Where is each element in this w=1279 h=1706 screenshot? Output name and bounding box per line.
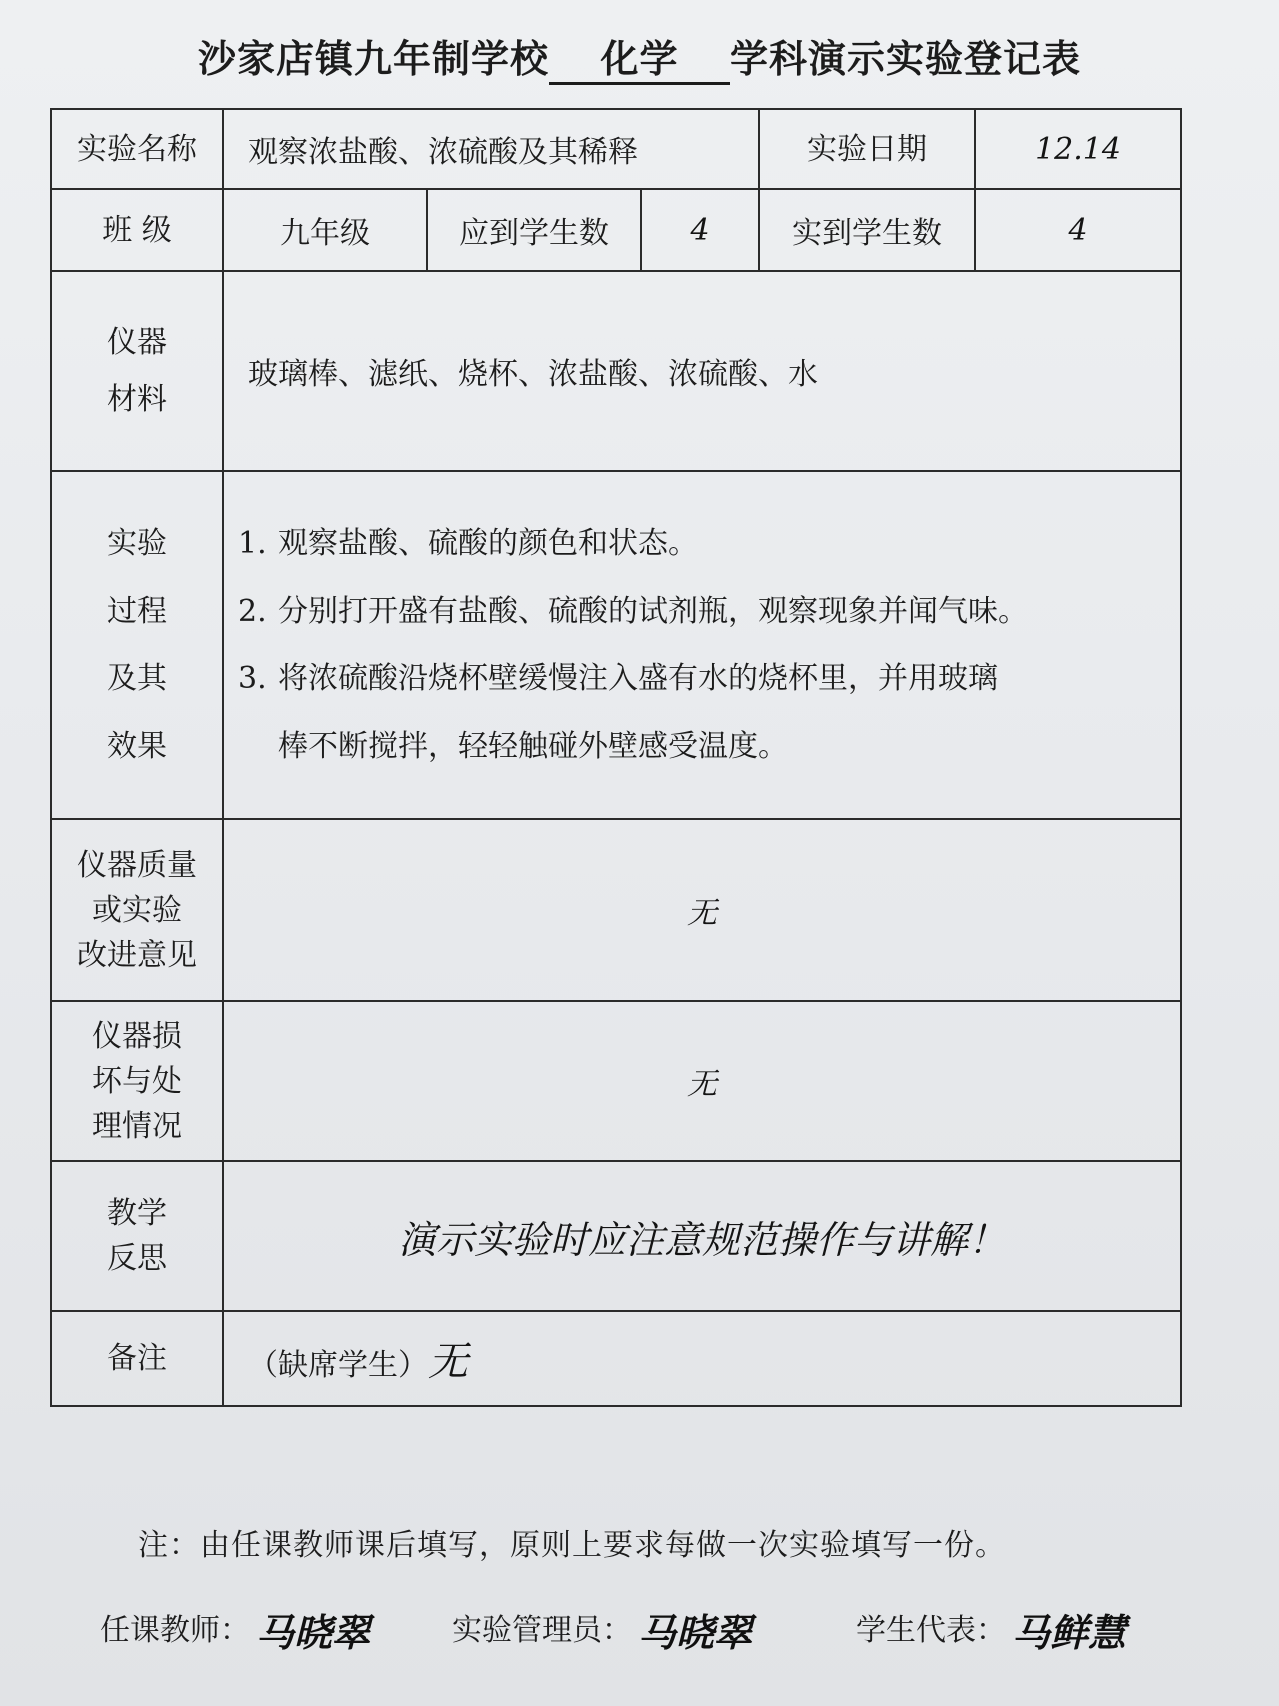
actual-students-value: 4 bbox=[975, 189, 1181, 271]
equipment-label-line: 仪器 bbox=[107, 325, 167, 360]
admin-label: 实验管理员： bbox=[452, 1613, 632, 1648]
student-rep-signature: 马鲜慧 bbox=[1012, 1611, 1127, 1655]
process-label-line: 效果 bbox=[107, 728, 167, 764]
equipment-value: 玻璃棒、滤纸、烧杯、浓盐酸、浓硫酸、水 bbox=[223, 271, 1181, 471]
row-process bbox=[51, 471, 1181, 819]
process-label-line: 及其 bbox=[107, 661, 167, 696]
damage-label-line: 坏与处 bbox=[92, 1063, 182, 1099]
row-quality bbox=[51, 819, 1181, 1001]
student-rep-label: 学生代表： bbox=[856, 1613, 1006, 1648]
row-reflection bbox=[51, 1161, 1181, 1311]
damage-label-line: 理情况 bbox=[92, 1108, 182, 1144]
reflection-label-line: 反思 bbox=[107, 1241, 167, 1276]
experiment-name-label: 实验名称 bbox=[51, 109, 223, 189]
title-prefix: 沙家店镇九年制学校 bbox=[197, 37, 549, 81]
process-step bbox=[238, 645, 1162, 713]
teacher-signature: 马晓翠 bbox=[256, 1611, 371, 1655]
step-text: 将浓硫酸沿烧杯壁缓慢注入盛有水的烧杯里，并用玻璃 bbox=[278, 661, 998, 696]
admin-signature: 马晓翠 bbox=[638, 1611, 753, 1655]
reflection-label bbox=[51, 1161, 223, 1311]
class-label: 班 级 bbox=[51, 189, 223, 271]
subject-field: 化学 bbox=[549, 36, 730, 85]
expected-students-value: 4 bbox=[641, 189, 759, 271]
process-steps bbox=[223, 471, 1181, 819]
expected-students-label: 应到学生数 bbox=[427, 189, 641, 271]
quality-label-line: 或实验 bbox=[92, 892, 182, 928]
remarks-label: 备注 bbox=[51, 1311, 223, 1406]
quality-label-line: 改进意见 bbox=[77, 937, 197, 973]
page-title bbox=[0, 28, 1279, 85]
experiment-register-table bbox=[50, 108, 1182, 1407]
remarks-value: 无 bbox=[428, 1339, 468, 1385]
row-remarks bbox=[51, 1311, 1181, 1406]
equipment-label-line: 材料 bbox=[107, 382, 167, 417]
process-label-line: 实验 bbox=[107, 526, 167, 561]
admin-signature-group bbox=[452, 1596, 753, 1655]
remarks-cell bbox=[223, 1311, 1181, 1406]
step-text: 分别打开盛有盐酸、硫酸的试剂瓶，观察现象并闻气味。 bbox=[278, 593, 1028, 629]
process-step bbox=[238, 510, 1162, 578]
row-damage bbox=[51, 1001, 1181, 1161]
teacher-signature-group bbox=[100, 1596, 371, 1655]
row-experiment-name bbox=[51, 109, 1181, 189]
reflection-value: 演示实验时应注意规范操作与讲解！ bbox=[223, 1161, 1181, 1311]
damage-value: 无 bbox=[223, 1001, 1181, 1161]
experiment-date-value: 12.14 bbox=[975, 109, 1181, 189]
row-class bbox=[51, 189, 1181, 271]
step-number: 2. bbox=[238, 593, 267, 629]
equipment-label bbox=[51, 271, 223, 471]
student-rep-signature-group bbox=[856, 1596, 1127, 1655]
title-suffix: 学科演示实验登记表 bbox=[730, 37, 1082, 81]
step-number: 3. bbox=[238, 661, 267, 696]
reflection-label-line: 教学 bbox=[107, 1196, 167, 1231]
teacher-label: 任课教师： bbox=[100, 1613, 250, 1648]
step-text: 观察盐酸、硫酸的颜色和状态。 bbox=[278, 526, 698, 561]
process-label bbox=[51, 471, 223, 819]
actual-students-label: 实到学生数 bbox=[759, 189, 975, 271]
footer-note: 注：由任课教师课后填写，原则上要求每做一次实验填写一份。 bbox=[138, 1528, 1006, 1563]
row-equipment bbox=[51, 271, 1181, 471]
quality-value: 无 bbox=[223, 819, 1181, 1001]
process-step-continuation: 棒不断搅拌，轻轻触碰外壁感受温度。 bbox=[278, 728, 788, 764]
quality-label bbox=[51, 819, 223, 1001]
damage-label-line: 仪器损 bbox=[92, 1018, 182, 1054]
damage-label bbox=[51, 1001, 223, 1161]
step-number: 1. bbox=[238, 526, 267, 561]
class-value: 九年级 bbox=[223, 189, 427, 271]
experiment-name-value: 观察浓盐酸、浓硫酸及其稀释 bbox=[223, 109, 759, 189]
experiment-date-label: 实验日期 bbox=[759, 109, 975, 189]
process-step bbox=[238, 578, 1162, 646]
remarks-prefix: （缺席学生） bbox=[248, 1348, 428, 1383]
quality-label-line: 仪器质量 bbox=[77, 847, 197, 883]
process-label-line: 过程 bbox=[107, 593, 167, 629]
